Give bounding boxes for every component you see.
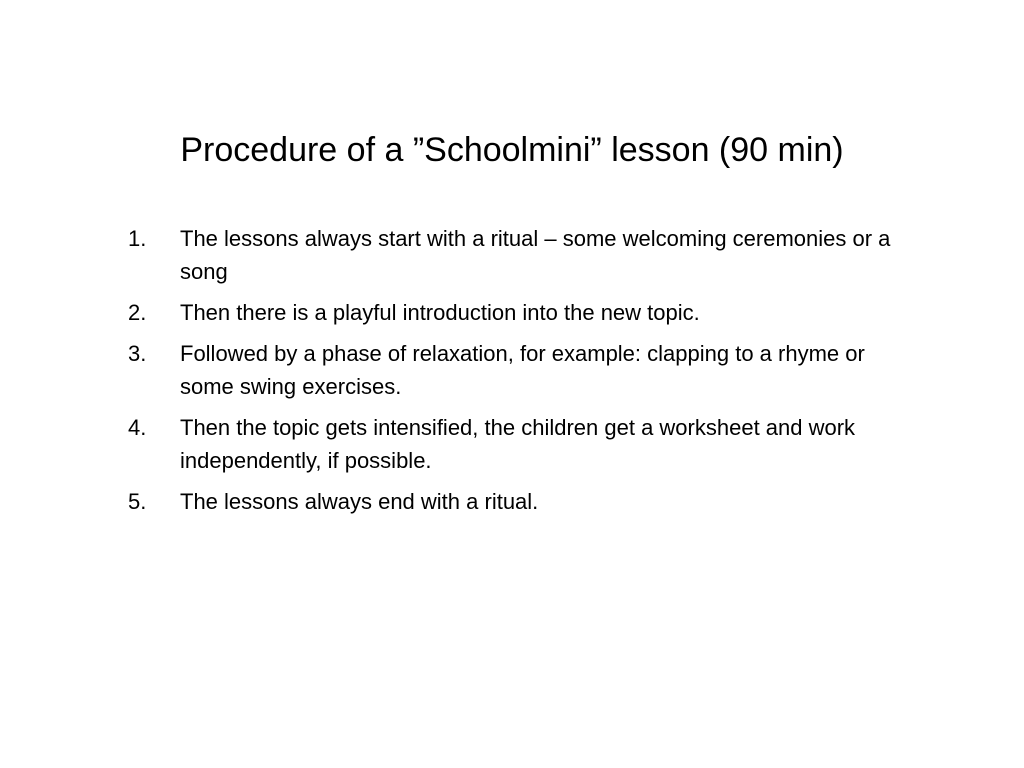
list-item bbox=[128, 485, 908, 518]
list-item bbox=[128, 337, 908, 403]
list-item-number: 2. bbox=[128, 300, 147, 325]
list-item-number: 1. bbox=[128, 226, 147, 251]
list-item-text: Then the topic gets intensified, the children get a worksheet and work independently, if possible. bbox=[180, 415, 856, 473]
list-item-text: Then there is a playful introduction into the new topic. bbox=[180, 300, 700, 325]
procedure-list bbox=[128, 222, 908, 526]
list-item bbox=[128, 222, 908, 288]
list-item-text: Followed by a phase of relaxation, for example: clapping to a rhyme or some swing exercises. bbox=[180, 341, 865, 399]
list-item bbox=[128, 411, 908, 477]
list-item-text: The lessons always start with a ritual – some welcoming ceremonies or a song bbox=[180, 226, 891, 284]
list-item-number: 3. bbox=[128, 341, 147, 366]
list-item bbox=[128, 296, 908, 329]
list-item-text: The lessons always end with a ritual. bbox=[180, 489, 539, 514]
slide-title: Procedure of a ”Schoolmini” lesson (90 min) bbox=[180, 130, 844, 169]
list-item-number: 4. bbox=[128, 415, 147, 440]
list-item-number: 5. bbox=[128, 489, 147, 514]
